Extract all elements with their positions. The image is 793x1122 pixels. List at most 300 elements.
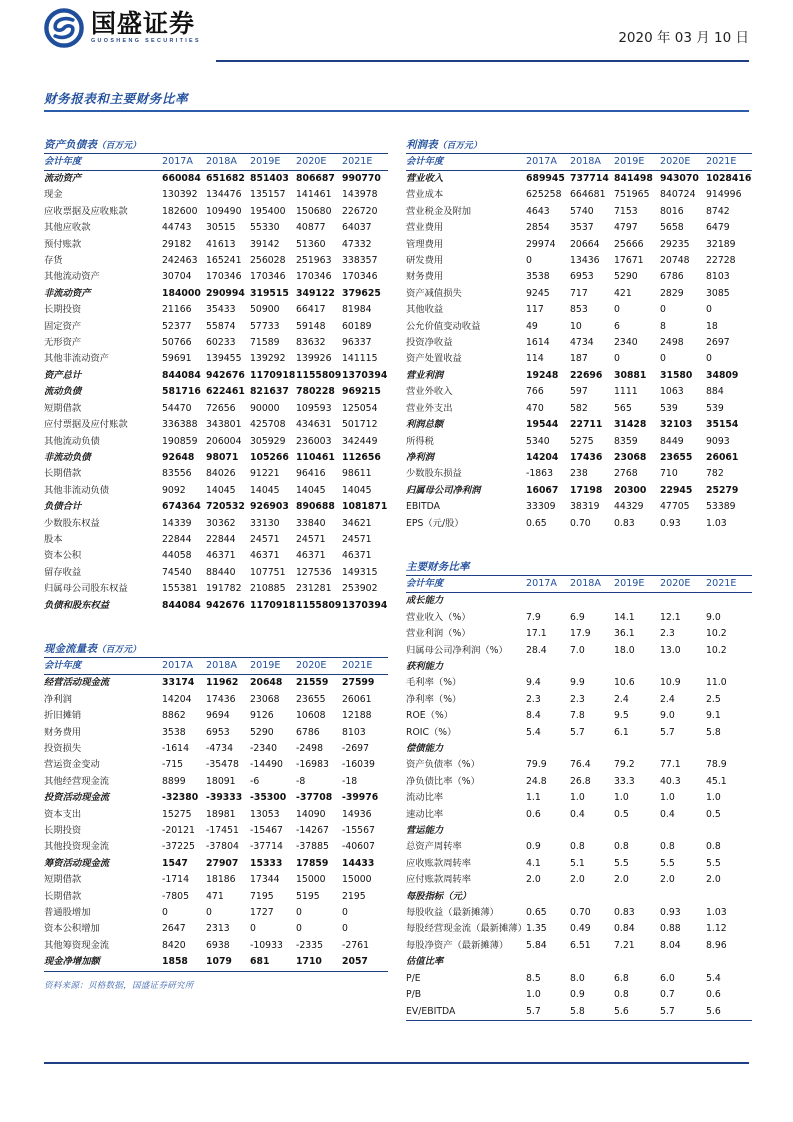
row-value-2019E: 9126 xyxy=(250,710,274,722)
row-value-2018A: 18981 xyxy=(206,808,236,820)
row-label: 预付账款 xyxy=(44,238,82,250)
column-header-2020e: 2020E xyxy=(296,657,342,674)
row-value-2019E: 0.8 xyxy=(614,989,629,1001)
table-row xyxy=(406,171,752,188)
table-row xyxy=(44,565,388,581)
row-value-2017A: 0 xyxy=(162,907,168,919)
row-value-2020E: 0.88 xyxy=(660,923,681,935)
row-value-2020E: 0.8 xyxy=(660,841,675,853)
column-header-period: 会计年度 xyxy=(44,153,162,170)
row-value-2017A: 14204 xyxy=(526,451,559,463)
table-row xyxy=(44,708,388,724)
row-value-2019E: 1.0 xyxy=(614,792,629,804)
row-value-2021E: 125054 xyxy=(342,402,378,414)
row-value-2020E: 8449 xyxy=(660,435,684,447)
column-header-2017a: 2017A xyxy=(526,575,570,592)
row-value-2021E: 969215 xyxy=(342,386,381,398)
row-label: 获利能力 xyxy=(406,660,444,672)
row-value-2018A: 72656 xyxy=(206,402,236,414)
table-row xyxy=(44,434,388,450)
row-value-2021E: 253902 xyxy=(342,583,378,595)
row-value-2018A xyxy=(570,954,614,970)
row-label: 非流动资产 xyxy=(44,287,91,299)
row-value-2021E: 5.4 xyxy=(706,972,721,984)
column-spacer xyxy=(406,532,749,558)
table-row xyxy=(406,610,752,626)
row-value-2017A xyxy=(526,593,570,610)
row-value-2017A: 114 xyxy=(526,353,544,365)
row-value-2018A: 8.0 xyxy=(570,972,585,984)
row-value-2018A: 4734 xyxy=(570,337,594,349)
row-value-2019E: 33130 xyxy=(250,517,280,529)
key-ratios-caption xyxy=(406,558,749,575)
report-date: 2020 年 03 月 10 日 xyxy=(618,30,749,46)
row-value-2019E: 0 xyxy=(250,923,256,935)
column-header-period: 会计年度 xyxy=(406,575,526,592)
row-label: 净利润 xyxy=(406,451,434,463)
table-row xyxy=(406,351,752,367)
row-value-2021E: 2195 xyxy=(342,890,366,902)
row-value-2018A: 3537 xyxy=(570,222,594,234)
row-value-2020E: -37885 xyxy=(296,841,329,853)
row-value-2021E: 1.0 xyxy=(706,792,721,804)
row-value-2019E: 0.5 xyxy=(614,808,629,820)
column-header-2021e: 2021E xyxy=(706,153,752,170)
row-value-2021E: 5.8 xyxy=(706,726,721,738)
row-value-2017A: 1547 xyxy=(162,857,188,869)
row-value-2017A: 1858 xyxy=(162,954,206,971)
row-value-2018A xyxy=(570,741,614,757)
row-value-2019E: -6 xyxy=(250,775,260,787)
row-label: 归属母公司净利润（%） xyxy=(406,644,508,656)
income-statement-unit: （百万元） xyxy=(437,140,482,151)
table-row xyxy=(406,499,752,515)
row-value-2019E: 4797 xyxy=(614,222,638,234)
row-value-2017A: 766 xyxy=(526,386,544,398)
row-value-2019E: 50900 xyxy=(250,304,280,316)
row-value-2018A xyxy=(570,823,614,839)
row-value-2021E xyxy=(706,659,752,675)
column-header-2020e: 2020E xyxy=(296,153,342,170)
row-label: 资本公积 xyxy=(44,550,82,562)
row-value-2017A: -715 xyxy=(162,759,184,771)
row-value-2017A: 59691 xyxy=(162,353,192,365)
row-value-2020E: 1063 xyxy=(660,386,684,398)
row-value-2019E: 170346 xyxy=(250,271,286,283)
row-value-2019E xyxy=(614,954,660,970)
row-value-2018A: 1079 xyxy=(206,954,250,971)
row-label: 其他筹资现金流 xyxy=(44,939,110,951)
row-value-2017A: 8.5 xyxy=(526,972,541,984)
row-value-2018A: 720532 xyxy=(206,501,245,513)
row-value-2018A: 134476 xyxy=(206,189,242,201)
row-value-2020E: 8 xyxy=(660,320,666,332)
row-value-2021E: 34809 xyxy=(706,369,739,381)
table-row xyxy=(406,1004,752,1021)
table-row xyxy=(406,675,752,691)
row-value-2019E: 31428 xyxy=(614,419,647,431)
row-value-2019E xyxy=(614,889,660,905)
row-label: 投资净收益 xyxy=(406,337,453,349)
row-value-2021E: 18 xyxy=(706,320,718,332)
row-value-2018A: 35433 xyxy=(206,304,236,316)
row-value-2021E xyxy=(706,741,752,757)
table-row xyxy=(44,286,388,302)
row-value-2021E: 6479 xyxy=(706,222,730,234)
row-value-2019E: 1111 xyxy=(614,386,638,398)
row-value-2019E: 7153 xyxy=(614,205,638,217)
row-value-2017A xyxy=(526,741,570,757)
row-label: 长期投资 xyxy=(44,825,82,837)
row-value-2020E: 96416 xyxy=(296,468,326,480)
row-value-2018A: 84026 xyxy=(206,468,236,480)
row-label: 营业外支出 xyxy=(406,402,453,414)
row-value-2021E: 22728 xyxy=(706,255,736,267)
row-value-2017A: 92648 xyxy=(162,451,195,463)
row-value-2019E: 5.6 xyxy=(614,1004,660,1021)
row-label: 营业利润（%） xyxy=(406,628,471,640)
row-label: 应付账款周转率 xyxy=(406,874,472,886)
row-label: 净利率（%） xyxy=(406,693,462,705)
row-value-2021E: 26061 xyxy=(706,451,739,463)
row-value-2017A: 0.65 xyxy=(526,517,547,529)
row-label: 资本公积增加 xyxy=(44,923,100,935)
row-value-2017A: -1863 xyxy=(526,468,554,480)
row-value-2021E: 2057 xyxy=(342,954,388,971)
row-value-2018A: 22844 xyxy=(206,533,236,545)
row-value-2018A: 22696 xyxy=(570,369,603,381)
row-value-2020E: 40.3 xyxy=(660,775,681,787)
row-value-2020E: 46371 xyxy=(296,550,326,562)
cash-flow-title: 现金流量表 xyxy=(44,642,97,655)
row-value-2020E: 6.0 xyxy=(660,972,675,984)
row-label: 投资活动现金流 xyxy=(44,792,110,804)
table-row xyxy=(406,725,752,741)
row-value-2019E: 5.5 xyxy=(614,857,629,869)
row-value-2018A: 206004 xyxy=(206,435,242,447)
row-value-2018A: 41613 xyxy=(206,238,236,250)
row-value-2018A: 7.8 xyxy=(570,710,585,722)
row-value-2021E: 14045 xyxy=(342,484,372,496)
row-value-2021E: 226720 xyxy=(342,205,378,217)
row-value-2018A xyxy=(570,659,614,675)
row-label: 营业收入 xyxy=(406,173,444,184)
row-value-2020E: 434631 xyxy=(296,419,332,431)
row-value-2017A: 2854 xyxy=(526,222,550,234)
row-value-2020E: 890688 xyxy=(296,501,335,513)
row-value-2017A: 581716 xyxy=(162,386,201,398)
column-header-2018a: 2018A xyxy=(206,657,250,674)
row-value-2020E: 840724 xyxy=(660,189,696,201)
row-value-2021E: -15567 xyxy=(342,825,375,837)
row-value-2017A: 182600 xyxy=(162,205,198,217)
row-label: 其他经营现金流 xyxy=(44,775,110,787)
table-row xyxy=(44,237,388,253)
row-value-2019E: 305929 xyxy=(250,435,286,447)
table-row xyxy=(406,643,752,659)
row-value-2018A: 1.0 xyxy=(570,792,585,804)
row-label: 总资产周转率 xyxy=(406,841,462,853)
row-label: 资产减值损失 xyxy=(406,287,462,299)
row-value-2017A: 155381 xyxy=(162,583,198,595)
column-header-2017a: 2017A xyxy=(526,153,570,170)
row-value-2019E: 2.0 xyxy=(614,874,629,886)
row-value-2020E: 31580 xyxy=(660,369,693,381)
row-value-2020E: 150680 xyxy=(296,205,332,217)
row-value-2020E: 15000 xyxy=(296,874,326,886)
row-value-2021E: -2697 xyxy=(342,743,370,754)
row-value-2019E: 23068 xyxy=(614,451,647,463)
row-value-2021E: 53389 xyxy=(706,501,736,513)
row-value-2021E: 1.03 xyxy=(706,907,727,919)
row-value-2017A: 184000 xyxy=(162,287,201,299)
table-row xyxy=(44,269,388,285)
row-value-2020E xyxy=(660,823,706,839)
row-value-2020E: 127536 xyxy=(296,566,332,578)
row-label: 其他流动负债 xyxy=(44,435,100,447)
row-value-2017A: 3538 xyxy=(162,726,186,738)
column-header-2021e: 2021E xyxy=(706,575,752,592)
page-title: 财务报表和主要财务比率 xyxy=(44,91,189,106)
row-label: 营业利润 xyxy=(406,369,444,381)
row-value-2018A: 2313 xyxy=(206,923,230,935)
row-value-2017A: 1.0 xyxy=(526,989,541,1001)
row-value-2021E: 64037 xyxy=(342,222,372,234)
row-value-2017A: 3538 xyxy=(526,271,550,283)
table-row xyxy=(44,807,388,823)
brand-name-en: GUOSHENG SECURITIES xyxy=(91,38,201,45)
row-value-2020E: 22945 xyxy=(660,484,693,496)
row-value-2021E: -2761 xyxy=(342,939,370,951)
row-value-2017A: 8899 xyxy=(162,775,186,787)
table-row xyxy=(406,659,752,675)
row-value-2019E: 851403 xyxy=(250,173,289,184)
row-value-2020E: 20748 xyxy=(660,255,690,267)
key-ratios-table xyxy=(406,575,752,1021)
row-value-2017A: 33309 xyxy=(526,501,556,513)
table-row xyxy=(406,302,752,318)
row-value-2020E: 236003 xyxy=(296,435,332,447)
row-value-2017A: 7.9 xyxy=(526,611,541,623)
table-row xyxy=(406,401,752,417)
row-label: 公允价值变动收益 xyxy=(406,320,481,332)
row-value-2018A: 2.3 xyxy=(570,693,585,705)
column-header-2021e: 2021E xyxy=(342,657,388,674)
row-value-2021E: 34621 xyxy=(342,517,372,529)
row-label: 流动比率 xyxy=(406,792,444,804)
row-value-2020E: 2829 xyxy=(660,287,684,299)
row-value-2017A: -32380 xyxy=(162,792,199,804)
table-row xyxy=(44,823,388,839)
row-value-2019E: 926903 xyxy=(250,501,289,513)
row-value-2017A: 33174 xyxy=(162,677,195,689)
row-label: 筹资活动现金流 xyxy=(44,857,110,869)
row-value-2019E: 6 xyxy=(614,320,620,332)
row-value-2020E: 5.5 xyxy=(660,857,675,869)
row-value-2019E: 13053 xyxy=(250,808,280,820)
income-statement-header-row xyxy=(406,153,752,170)
row-value-2020E: 0 xyxy=(296,907,302,919)
row-value-2019E: -14490 xyxy=(250,759,283,771)
row-value-2020E: 32103 xyxy=(660,419,693,431)
row-value-2018A: 853 xyxy=(570,304,588,316)
row-label: 应收账款周转率 xyxy=(406,857,472,869)
row-value-2018A: 651682 xyxy=(206,173,245,184)
table-row xyxy=(406,286,752,302)
table-row xyxy=(44,725,388,741)
row-value-2021E: -18 xyxy=(342,775,358,787)
row-value-2019E: 55330 xyxy=(250,222,280,234)
row-value-2019E: 105266 xyxy=(250,451,289,463)
row-value-2017A: 17.1 xyxy=(526,628,547,640)
left-column xyxy=(44,136,388,1021)
table-row xyxy=(406,839,752,855)
row-value-2018A: 98071 xyxy=(206,451,239,463)
row-value-2017A: 15275 xyxy=(162,808,192,820)
table-row xyxy=(44,741,388,757)
row-value-2019E: 9.5 xyxy=(614,710,629,722)
table-row xyxy=(44,204,388,220)
row-value-2020E: 1155809 xyxy=(296,369,342,381)
row-label: 非流动负债 xyxy=(44,451,91,463)
row-value-2018A: 0.49 xyxy=(570,923,591,935)
row-value-2018A: 46371 xyxy=(206,550,236,562)
row-label: 营业成本 xyxy=(406,189,444,201)
table-row xyxy=(406,757,752,773)
column-header-2020e: 2020E xyxy=(660,153,706,170)
row-label: 经营活动现金流 xyxy=(44,677,110,689)
row-value-2019E: 23068 xyxy=(250,693,280,705)
row-value-2020E: 8.04 xyxy=(660,939,681,951)
row-value-2021E: 1081871 xyxy=(342,501,388,513)
table-row xyxy=(406,483,752,499)
row-value-2018A: 17436 xyxy=(206,693,236,705)
row-value-2018A: 30362 xyxy=(206,517,236,529)
row-value-2018A: 9694 xyxy=(206,710,230,722)
table-row xyxy=(406,253,752,269)
row-value-2019E: 24571 xyxy=(250,533,280,545)
row-value-2020E: 10.9 xyxy=(660,677,681,689)
row-value-2020E: 14090 xyxy=(296,808,326,820)
row-value-2018A: 17436 xyxy=(570,451,603,463)
row-label: 营业税金及附加 xyxy=(406,205,472,217)
row-value-2020E: -14267 xyxy=(296,825,329,837)
row-label: 长期投资 xyxy=(44,304,82,316)
row-value-2017A: 83556 xyxy=(162,468,192,480)
row-value-2020E: 231281 xyxy=(296,583,332,595)
row-value-2021E: 342449 xyxy=(342,435,378,447)
row-value-2019E: 8359 xyxy=(614,435,638,447)
row-value-2017A: 21166 xyxy=(162,304,192,316)
row-value-2018A: 6938 xyxy=(206,939,230,951)
row-value-2020E: 40877 xyxy=(296,222,326,234)
row-label: 财务费用 xyxy=(406,271,444,283)
table-row xyxy=(406,204,752,220)
table-row xyxy=(44,483,388,499)
row-label: 短期借款 xyxy=(44,402,82,414)
row-value-2018A: 26.8 xyxy=(570,775,591,787)
column-header-2017a: 2017A xyxy=(162,153,206,170)
row-value-2018A: 290994 xyxy=(206,287,245,299)
row-value-2017A xyxy=(526,889,570,905)
row-value-2019E: 821637 xyxy=(250,386,289,398)
row-value-2018A: 187 xyxy=(570,353,588,365)
row-value-2020E: 0 xyxy=(296,923,302,935)
row-value-2019E: 256028 xyxy=(250,255,286,267)
row-label: 资产总计 xyxy=(44,369,82,381)
row-value-2021E: 27599 xyxy=(342,677,375,689)
row-label: 资产处置收益 xyxy=(406,353,462,365)
right-column xyxy=(406,136,752,1021)
table-row xyxy=(44,401,388,417)
row-label: 营业费用 xyxy=(406,222,444,234)
tables-container xyxy=(44,136,752,1021)
cash-flow-unit: （百万元） xyxy=(96,644,141,655)
row-value-2018A: 597 xyxy=(570,386,588,398)
row-value-2019E: -37714 xyxy=(250,841,283,853)
row-value-2020E: 21559 xyxy=(296,677,329,689)
row-value-2021E: 338357 xyxy=(342,255,378,267)
row-value-2021E: 141115 xyxy=(342,353,378,365)
row-value-2017A: 29974 xyxy=(526,238,556,250)
row-label: EBITDA xyxy=(406,501,441,513)
row-value-2021E: 32189 xyxy=(706,238,736,250)
row-value-2021E: 35154 xyxy=(706,419,739,431)
row-value-2020E: 23655 xyxy=(296,693,326,705)
row-value-2017A: 79.9 xyxy=(526,759,547,771)
row-value-2020E: 83632 xyxy=(296,337,326,349)
row-value-2020E: 0 xyxy=(660,304,666,316)
row-value-2020E: 0 xyxy=(660,353,666,365)
row-label: 所得税 xyxy=(406,435,434,447)
row-value-2021E: 1.03 xyxy=(706,517,727,529)
row-value-2018A: 6953 xyxy=(206,726,230,738)
row-value-2017A: 54470 xyxy=(162,402,192,414)
balance-sheet-header-row xyxy=(44,153,388,170)
row-label: 管理费用 xyxy=(406,238,444,250)
row-value-2017A: -1714 xyxy=(162,874,190,886)
row-label: 每股收益（最新摊薄） xyxy=(406,907,499,919)
row-label: 净负债比率（%） xyxy=(406,775,480,787)
brand-name-cn: 国盛证券 xyxy=(91,9,196,39)
row-value-2017A: 674364 xyxy=(162,501,201,513)
row-value-2019E: 20300 xyxy=(614,484,647,496)
table-row xyxy=(44,790,388,806)
row-value-2020E: 2.4 xyxy=(660,693,675,705)
column-header-2021e: 2021E xyxy=(342,153,388,170)
row-label: 长期借款 xyxy=(44,468,82,480)
income-statement-body xyxy=(406,171,752,532)
row-value-2021E: 24571 xyxy=(342,533,372,545)
column-header-2017a: 2017A xyxy=(162,657,206,674)
row-value-2017A: 22844 xyxy=(162,533,192,545)
row-value-2020E xyxy=(660,954,706,970)
row-value-2017A: 117 xyxy=(526,304,544,316)
row-value-2020E: 77.1 xyxy=(660,759,681,771)
row-value-2017A: 5.7 xyxy=(526,1004,570,1021)
row-value-2020E: 0.7 xyxy=(660,989,675,1001)
row-value-2018A xyxy=(570,593,614,610)
row-value-2018A: 0.70 xyxy=(570,907,591,919)
column-header-2018a: 2018A xyxy=(570,575,614,592)
row-value-2020E: 0.4 xyxy=(660,808,675,820)
row-value-2019E: 15333 xyxy=(250,857,283,869)
cash-flow-header-row xyxy=(44,657,388,674)
row-value-2017A: 689945 xyxy=(526,173,565,184)
row-value-2019E: 0 xyxy=(614,353,620,365)
row-value-2019E: 7195 xyxy=(250,890,274,902)
row-value-2018A: 0.9 xyxy=(570,989,585,1001)
